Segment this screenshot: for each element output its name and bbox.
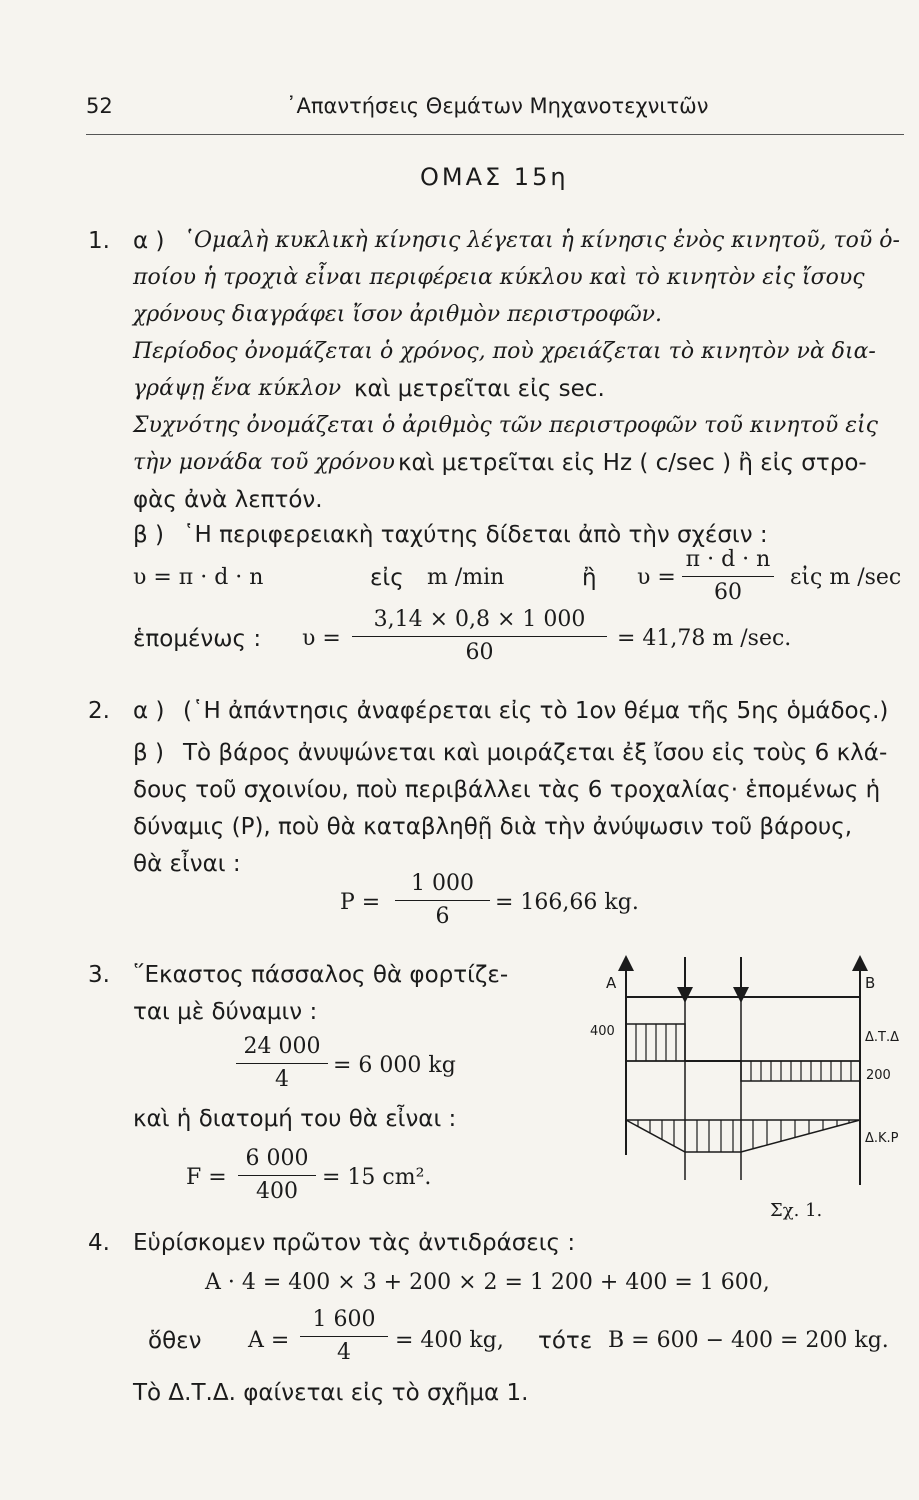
figure-1: [552, 955, 904, 1199]
q1-line7b: καὶ μετρεῖται εἰς Hz ( c/sec ) ἢ εἰς στρο-: [398, 450, 867, 476]
q2-b-line4: θὰ εἶναι :: [133, 851, 241, 877]
fraction-bar: [352, 636, 607, 637]
q1-b-line: ῾Η περιφερειακὴ ταχύτης δίδεται ἀπὸ τὴν σχέσιν :: [183, 522, 768, 548]
q1-formula-3-result: = 41,78 m /sec.: [617, 626, 792, 651]
fraction-denominator: 400: [256, 1179, 298, 1204]
q4-eq2-b: B = 600 − 400 = 200 kg.: [608, 1328, 889, 1353]
q1-number: 1.: [88, 228, 110, 254]
moment-polygon: [626, 1120, 860, 1152]
fraction-numerator: 24 000: [243, 1034, 321, 1059]
q1-formula-2-lhs: υ =: [637, 565, 676, 590]
q4-equation-1: A · 4 = 400 × 3 + 200 × 2 = 1 200 + 400 = 1 600,: [205, 1270, 770, 1295]
page-number: 52: [86, 94, 113, 118]
q4-eq2-then: τότε: [538, 1328, 593, 1354]
fraction-denominator: 60: [714, 580, 742, 605]
q3-number: 3.: [88, 962, 110, 988]
q2-b-label: β ): [133, 740, 164, 766]
q2-formula-result: = 166,66 kg.: [495, 890, 639, 915]
q2-b-line2: δους τοῦ σχοινίου, ποὺ περιβάλλει τὰς 6 τροχαλίας· ἑπομένως ἡ: [133, 777, 881, 803]
q1-line5a: γράψῃ ἕνα κύκλον: [133, 376, 342, 401]
q1-line2: ποίου ἡ τροχιὰ εἶναι περιφέρεια κύκλου καὶ τὸ κινητὸν εἰς ἴσους: [133, 265, 865, 290]
fraction-numerator: 1 600: [312, 1307, 376, 1332]
q4-line1: Εὑρίσκομεν πρῶτον τὰς ἀντιδράσεις :: [133, 1230, 576, 1256]
figure-label-a: A: [606, 974, 617, 992]
q4-eq2-fraction: [300, 1306, 388, 1367]
q4-last-line: Τὸ Δ.Τ.Δ. φαίνεται εἰς τὸ σχῆμα 1.: [133, 1380, 529, 1406]
q3-line1: ῞Εκαστος πάσσαλος θὰ φορτίζε-: [133, 962, 509, 988]
q3-formula-1-fraction: [236, 1033, 328, 1094]
q4-number: 4.: [88, 1230, 110, 1256]
q1-line5b: καὶ μετρεῖται εἰς sec.: [354, 376, 605, 402]
q3-formula-1-result: = 6 000 kg: [333, 1053, 456, 1078]
q1-formula-1: υ = π · d · n: [133, 565, 264, 590]
q3-formula-2-lhs: F =: [186, 1165, 227, 1190]
q1-line7a: τὴν μονάδα τοῦ χρόνου: [133, 450, 395, 475]
q3-line3: καὶ ἡ διατομή του θὰ εἶναι :: [133, 1106, 457, 1132]
fraction-denominator: 4: [275, 1067, 289, 1092]
q1-formula-or: ἢ: [582, 565, 597, 591]
fraction-numerator: 3,14 × 0,8 × 1 000: [373, 607, 586, 632]
q2-formula-fraction: [395, 870, 490, 931]
q1-a-label: α ): [133, 228, 165, 254]
q2-b-line1: Τὸ βάρος ἀνυψώνεται καὶ μοιράζεται ἐξ ἴσου εἰς τοὺς 6 κλά-: [183, 740, 888, 766]
fraction-bar: [395, 900, 490, 901]
q1-formula-2-unit: εἰς m /sec: [790, 565, 902, 590]
header-rule: [86, 134, 904, 135]
q3-formula-2-result: = 15 cm².: [322, 1165, 432, 1190]
figure-label-b: B: [865, 974, 876, 992]
q2-a-label: α ): [133, 698, 165, 724]
q4-eq2-lhs: A =: [248, 1328, 290, 1353]
q2-b-line3: δύναμις (P), ποὺ θὰ καταβληθῇ διὰ τὴν ἀνύψωσιν τοῦ βάρους,: [133, 814, 853, 840]
fraction-bar: [236, 1063, 328, 1064]
running-title: ᾿Απαντήσεις Θεμάτων Μηχανοτεχνιτῶν: [286, 94, 709, 118]
q1-formula-2-fraction: [682, 546, 774, 607]
figure-caption: Σχ. 1.: [770, 1200, 823, 1221]
q1-line1: ῾Ομαλὴ κυκλικὴ κίνησις λέγεται ἡ κίνησις ἑνὸς κινητοῦ, τοῦ ὁ-: [183, 228, 900, 253]
q1-line8: φὰς ἀνὰ λεπτόν.: [133, 487, 323, 513]
q1-formula-3-lhs: υ =: [302, 626, 341, 651]
q4-eq2-label: ὅθεν: [148, 1328, 202, 1354]
q1-line6: Συχνότης ὀνομάζεται ὁ ἀριθμὸς τῶν περιστροφῶν τοῦ κινητοῦ εἰς: [133, 413, 879, 438]
q4-eq2-result: = 400 kg,: [395, 1328, 504, 1353]
q3-line2: ται μὲ δύναμιν :: [133, 999, 318, 1025]
figure-value-400: 400: [590, 1024, 615, 1039]
figure-value-200: 200: [866, 1068, 891, 1083]
q1-line4: Περίοδος ὀνομάζεται ὁ χρόνος, ποὺ χρειάζεται τὸ κινητὸν νὰ δια-: [133, 339, 876, 364]
fraction-numerator: 1 000: [411, 871, 474, 896]
fraction-numerator: 6 000: [245, 1146, 309, 1171]
fraction-bar: [682, 576, 774, 577]
fraction-bar: [238, 1175, 316, 1176]
figure-label-std: Δ.Τ.Δ: [865, 1030, 899, 1045]
fraction-numerator: π · d · n: [685, 547, 771, 572]
q3-formula-2-fraction: [238, 1145, 316, 1206]
fraction-denominator: 6: [435, 904, 450, 929]
q1-b-label: β ): [133, 522, 164, 548]
fraction-denominator: 60: [465, 640, 494, 665]
q1-formula-3-label: ἑπομένως :: [133, 626, 262, 652]
q2-number: 2.: [88, 698, 110, 724]
group-title: ΟΜΑΣ 15η: [420, 163, 569, 191]
fraction-bar: [300, 1336, 388, 1337]
figure-label-skp: Δ.Κ.Ρ: [865, 1131, 899, 1146]
q1-formula-3-fraction: [352, 606, 607, 667]
fraction-denominator: 4: [337, 1340, 351, 1365]
q1-formula-1-unit: εἰς: [370, 565, 404, 591]
q2-a-text: (῾Η ἀπάντησις ἀναφέρεται εἰς τὸ 1ον θέμα τῆς 5ης ὁμάδος.): [183, 698, 889, 724]
q1-formula-1-unit2: m /min: [427, 565, 505, 590]
q2-formula-lhs: P =: [340, 890, 381, 915]
q1-line3: χρόνους διαγράφει ἴσον ἀριθμὸν περιστροφῶν.: [133, 302, 663, 327]
